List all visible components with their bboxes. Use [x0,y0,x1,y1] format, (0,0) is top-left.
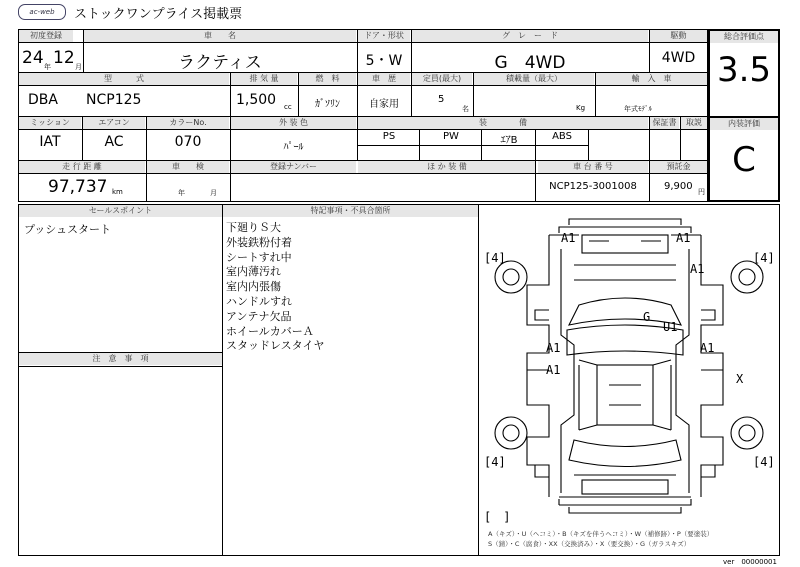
first-reg-year: 24 [22,48,44,68]
mileage-label: 走 行 距 離 [19,161,145,173]
damage-mark-a1-right-fender: A1 [690,262,705,276]
notes-label: 特記事項・不具合箇所 [223,205,478,217]
damage-mark-a1-left-door-front: A1 [546,341,561,355]
sales-point-item: プッシュスタート [24,223,112,236]
usage-label: 車 歴 [358,73,410,85]
page-title: ストックワンプライス掲載票 [74,7,243,22]
inspection-year-unit: 年 [178,189,185,197]
capacity-label: 定員(最大) [412,73,472,85]
displacement-label: 排 気 量 [231,73,297,85]
deposit: 9,900 [664,181,693,192]
drive-label: 駆動 [650,30,707,42]
damage-mark-a1-front-right: A1 [676,231,691,245]
note-item: 室内薄汚れ [226,265,281,279]
deposit-unit: 円 [698,188,705,196]
tire-bracket-front-right: [4] [753,251,775,265]
plate-label: 登録ナンバー [231,161,356,173]
damage-mark-u1: U1 [663,320,678,334]
version-label: ver 00000001 [723,558,777,566]
chassis-label: 車 台 番 号 [538,161,648,173]
interior-score-label: 内装評価 [710,118,778,130]
model: NCP125 [86,92,142,108]
sales-point-label: セールスポイント [19,205,222,217]
deposit-label: 預託金 [650,161,707,173]
damage-mark-g-windshield: G [643,310,651,324]
car-name-label: 車 名 [84,30,356,42]
first-reg-month: 12 [53,48,75,68]
interior-score: C [732,140,756,180]
note-item: アンテナ欠品 [226,309,292,323]
model-prefix: DBA [28,92,58,108]
caution-label: 注 意 事 項 [19,353,222,365]
first-reg-year-unit: 年 [44,63,51,71]
tire-bracket-front-left: [4] [484,251,506,265]
drive: 4WD [661,50,696,66]
displacement-unit: cc [284,103,292,111]
equip-ps: PS [382,131,396,142]
legend-line-1: A（キズ）・U（ヘコミ）・B（キズを伴うヘコミ）・W（補修跡）・P（要塗装） [488,530,714,538]
door-label: ドア・形状 [358,30,410,42]
first-reg-month-unit: 月 [75,63,82,71]
color-no: 070 [174,134,202,150]
tire-bracket-rear-right: [4] [753,455,775,469]
grade: G 4WD [494,53,566,73]
note-item: ホイールカバーＡ [226,324,314,338]
aircon-label: エアコン [83,117,145,129]
damage-mark-x: X [736,372,744,386]
note-item: 下廻りＳ大 [226,221,281,234]
grade-label: グ レ ー ド [412,30,648,42]
overall-score-label: 総合評価点 [710,31,778,43]
color-no-label: カラーNo. [147,117,229,129]
car-name: ラクティス [178,53,262,73]
inspection-label: 車 検 [147,161,229,173]
warranty-label: 保証書 [650,117,679,129]
equip-abs: ABS [552,131,572,142]
recycle-label: 取説 [681,117,707,129]
aircon: AC [104,134,124,150]
tire-bracket-rear-left: [4] [484,455,506,469]
fuel-label: 燃 料 [299,73,356,85]
ext-color-label: 外 装 色 [231,117,356,129]
mileage: 97,737 [48,177,108,197]
capacity: 5 [438,94,445,105]
ext-color: ﾊﾟｰﾙ [283,142,304,153]
note-item: 室内内張傷 [226,280,281,294]
overall-score: 3.5 [716,50,772,90]
car-damage-diagram [479,205,779,525]
note-item: シートすれ中 [226,250,292,264]
note-item: 外装鉄粉付着 [226,235,292,249]
model-label: 型 式 [19,73,229,85]
displacement: 1,500 [236,92,277,108]
capacity-unit: 名 [462,105,469,113]
other-equip-label: ほ か 装 備 [358,161,536,173]
damage-mark-a1-left-door-rear: A1 [546,363,561,377]
fuel: ｶﾞｿﾘﾝ [315,99,340,110]
damage-mark-a1-front: A1 [561,231,576,245]
import-label: 輸 入 車 [596,73,707,85]
mission: IAT [39,134,61,150]
usage: 自家用 [369,99,399,110]
logo: ac-web [18,4,66,20]
tire-bracket-spare: [ ] [484,510,511,524]
legend-line-2: S（錆）・C（腐食）・XX（交換済み）・X（要交換）・G（ガラスキズ） [488,540,691,548]
load-label: 積載量（最大） [474,73,594,85]
equip-airbag: ｴｱB [500,135,518,146]
first-reg-label: 初度登録 [19,30,73,42]
inspection-month-unit: 月 [210,189,217,197]
note-item: スタッドレスタイヤ [226,339,325,353]
load-unit: Kg [576,104,586,112]
chassis-number: NCP125-3001008 [549,181,637,192]
door-shape: 5・W [365,53,403,69]
equip-pw: PW [443,131,459,142]
import-unit: 年式ﾓﾃﾞﾙ [624,105,652,113]
mission-label: ミッション [19,117,81,129]
equipment-label: 装 備 [358,117,648,129]
damage-mark-a1-right-door-front: A1 [700,341,715,355]
note-item: ハンドルすれ [226,295,292,308]
mileage-unit: km [112,188,123,196]
